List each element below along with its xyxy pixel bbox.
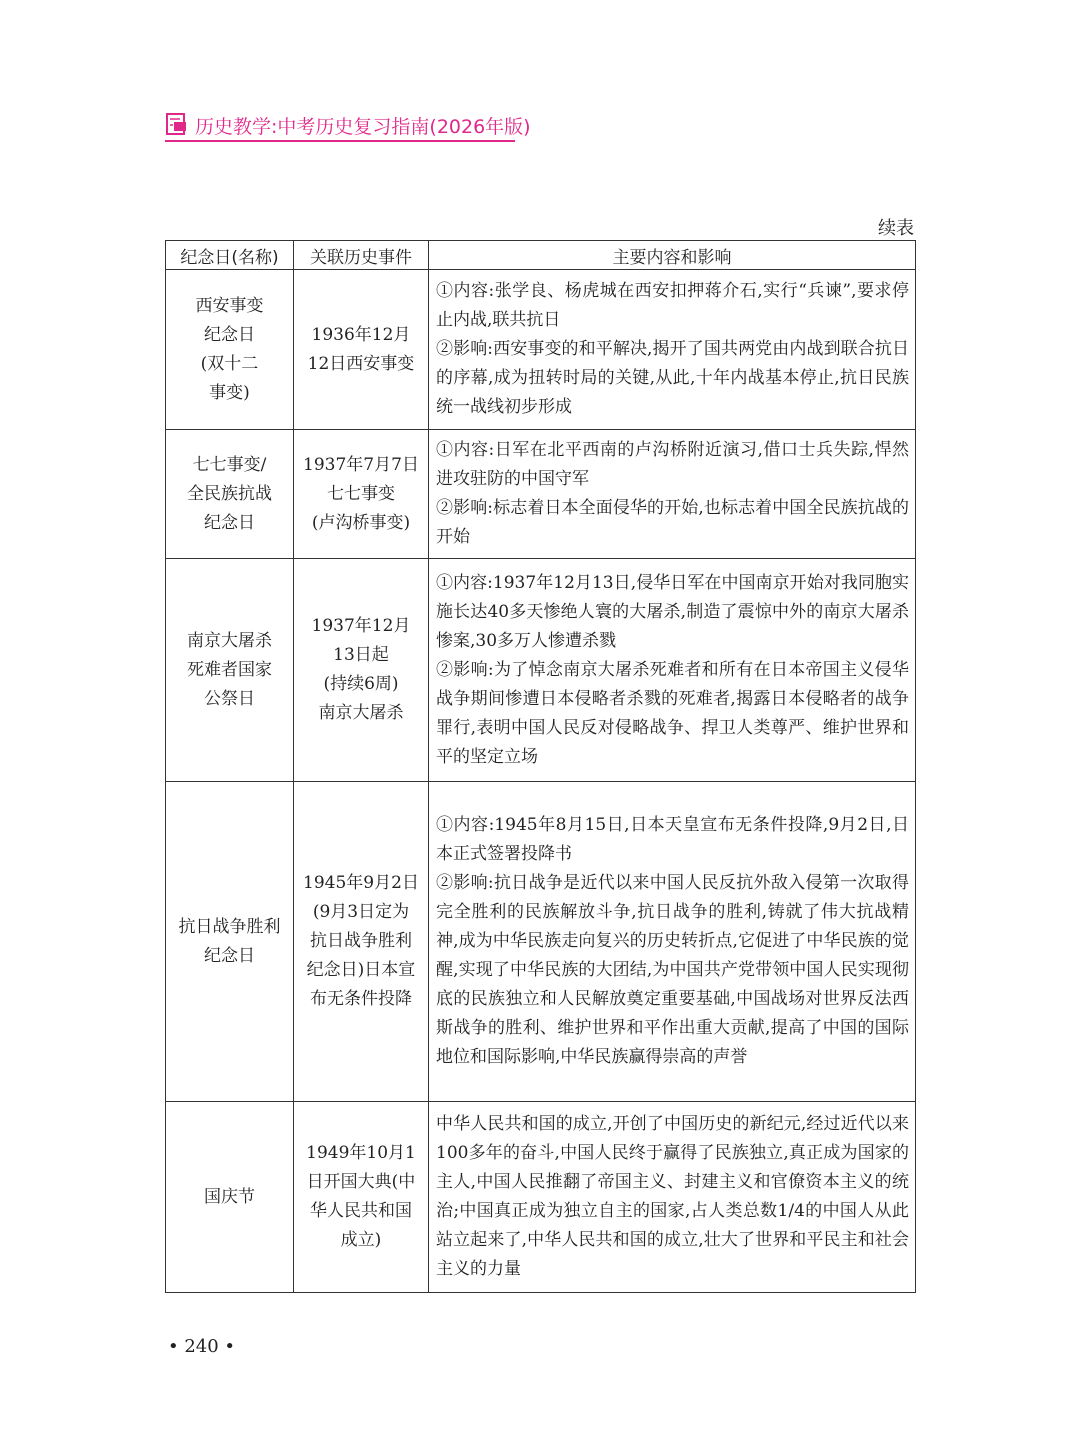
event-cell bbox=[294, 1102, 429, 1293]
event-cell bbox=[294, 559, 429, 782]
name-line: 南京大屠杀 bbox=[187, 630, 272, 651]
event-line: 抗日战争胜利 bbox=[310, 931, 412, 951]
table-row bbox=[166, 430, 916, 559]
memorial-name-cell bbox=[166, 559, 294, 782]
event-line: (9月3日定为 bbox=[312, 902, 410, 922]
header-title: 历史教学:中考历史复习指南(2026年版) bbox=[195, 116, 531, 138]
event-line: 1936年12月 bbox=[311, 324, 411, 345]
memorial-name-cell bbox=[166, 1102, 294, 1293]
memorial-name-cell bbox=[166, 782, 294, 1102]
content-paragraph: ①内容:张学良、杨虎城在西安扣押蒋介石,实行“兵谏”,要求停止内战,联共抗日 bbox=[436, 281, 909, 330]
name-line: 纪念日 bbox=[204, 512, 255, 533]
name-line: 纪念日 bbox=[204, 945, 255, 966]
memorial-days-table bbox=[165, 240, 916, 1293]
event-line: 华人民共和国 bbox=[310, 1201, 412, 1221]
name-line: 全民族抗战 bbox=[187, 483, 272, 504]
event-line: 1949年10月1 bbox=[306, 1143, 416, 1163]
event-cell bbox=[294, 430, 429, 559]
name-line: 七七事变/ bbox=[192, 454, 267, 475]
content-paragraph: ①内容:日军在北平西南的卢沟桥附近演习,借口士兵失踪,悍然进攻驻防的中国守军 bbox=[436, 440, 909, 489]
content-cell bbox=[429, 559, 916, 782]
table-row bbox=[166, 782, 916, 1102]
content-cell bbox=[429, 430, 916, 559]
event-line: (持续6周) bbox=[323, 674, 399, 694]
content-paragraph: ①内容:1937年12月13日,侵华日军在中国南京开始对我同胞实施长达40多天惨绝人寰的大屠杀,制造了震惊中外的南京大屠杀惨案,30多万人惨遭杀戮 bbox=[436, 572, 909, 651]
running-header bbox=[165, 110, 531, 142]
event-line: 七七事变 bbox=[327, 483, 395, 504]
page-number: • 240 • bbox=[168, 1336, 236, 1357]
continued-label: 续表 bbox=[878, 218, 914, 239]
event-cell bbox=[294, 270, 429, 430]
event-line: 1937年12月 bbox=[311, 616, 411, 636]
name-line: 西安事变 bbox=[195, 295, 264, 316]
content-cell bbox=[429, 1102, 916, 1293]
column-header-event: 关联历史事件 bbox=[294, 241, 429, 270]
event-line: 12日西安事变 bbox=[307, 353, 415, 374]
memorial-name-cell bbox=[166, 430, 294, 559]
name-line: 事变) bbox=[209, 382, 250, 403]
name-line: 纪念日 bbox=[204, 324, 255, 345]
name-line: 公祭日 bbox=[204, 688, 255, 709]
content-cell bbox=[429, 782, 916, 1102]
event-cell bbox=[294, 782, 429, 1102]
memorial-name-cell bbox=[166, 270, 294, 430]
name-line: (双十二 bbox=[200, 353, 259, 374]
name-line: 国庆节 bbox=[204, 1186, 255, 1207]
book-icon bbox=[165, 112, 187, 136]
content-paragraph: 中华人民共和国的成立,开创了中国历史的新纪元,经过近代以来100多年的奋斗,中国人民终于赢得了民族独立,真正成为国家的主人,中国人民推翻了帝国主义、封建主义和官僚资本主义的统治;中国真正成为独立自主的国家,占人类总数1/4的中国人从此站立起来了,中华人民共和国的成立,壮大了世界和平民主和社会主义的力量 bbox=[436, 1114, 909, 1279]
name-line: 死难者国家 bbox=[187, 659, 272, 680]
content-paragraph: ②影响:为了悼念南京大屠杀死难者和所有在日本帝国主义侵华战争期间惨遭日本侵略者杀戮的死难者,揭露日本侵略者的战争罪行,表明中国人民反对侵略战争、捍卫人类尊严、维护世界和平的坚定立场 bbox=[436, 659, 909, 767]
event-line: 13日起 bbox=[333, 645, 389, 665]
event-line: 1937年7月7日 bbox=[303, 454, 419, 475]
event-line: 1945年9月2日 bbox=[303, 873, 419, 893]
table-row bbox=[166, 559, 916, 782]
content-paragraph: ②影响:抗日战争是近代以来中国人民反抗外敌入侵第一次取得完全胜利的民族解放斗争,抗日战争的胜利,铸就了伟大抗战精神,成为中华民族走向复兴的历史转折点,它促进了中华民族的觉醒,实现了中华民族的大团结,为中国共产党带领中国人民实现彻底的民族独立和人民解放奠定重要基础,中国战场对世界反法西斯战争的胜利、维护世界和平作出重大贡献,提高了中国的国际地位和国际影响,中华民族赢得崇高的声誉 bbox=[436, 873, 909, 1067]
event-line: (卢沟桥事变) bbox=[311, 512, 411, 533]
column-header-name: 纪念日(名称) bbox=[166, 241, 294, 270]
content-paragraph: ②影响:标志着日本全面侵华的开始,也标志着中国全民族抗战的开始 bbox=[436, 498, 909, 547]
table-header-row bbox=[166, 241, 916, 270]
column-header-content: 主要内容和影响 bbox=[429, 241, 916, 270]
content-paragraph: ①内容:1945年8月15日,日本天皇宣布无条件投降,9月2日,日本正式签署投降书 bbox=[436, 815, 910, 864]
content-cell bbox=[429, 270, 916, 430]
event-line: 成立) bbox=[340, 1230, 382, 1250]
table-row bbox=[166, 1102, 916, 1293]
event-line: 布无条件投降 bbox=[310, 989, 412, 1009]
content-paragraph: ②影响:西安事变的和平解决,揭开了国共两党由内战到联合抗日的序幕,成为扭转时局的关键,从此,十年内战基本停止,抗日民族统一战线初步形成 bbox=[436, 339, 909, 417]
event-line: 南京大屠杀 bbox=[318, 703, 404, 723]
name-line: 抗日战争胜利 bbox=[178, 916, 281, 937]
event-line: 纪念日)日本宣 bbox=[306, 960, 416, 980]
table-row bbox=[166, 270, 916, 430]
event-line: 日开国大典(中 bbox=[306, 1172, 416, 1192]
